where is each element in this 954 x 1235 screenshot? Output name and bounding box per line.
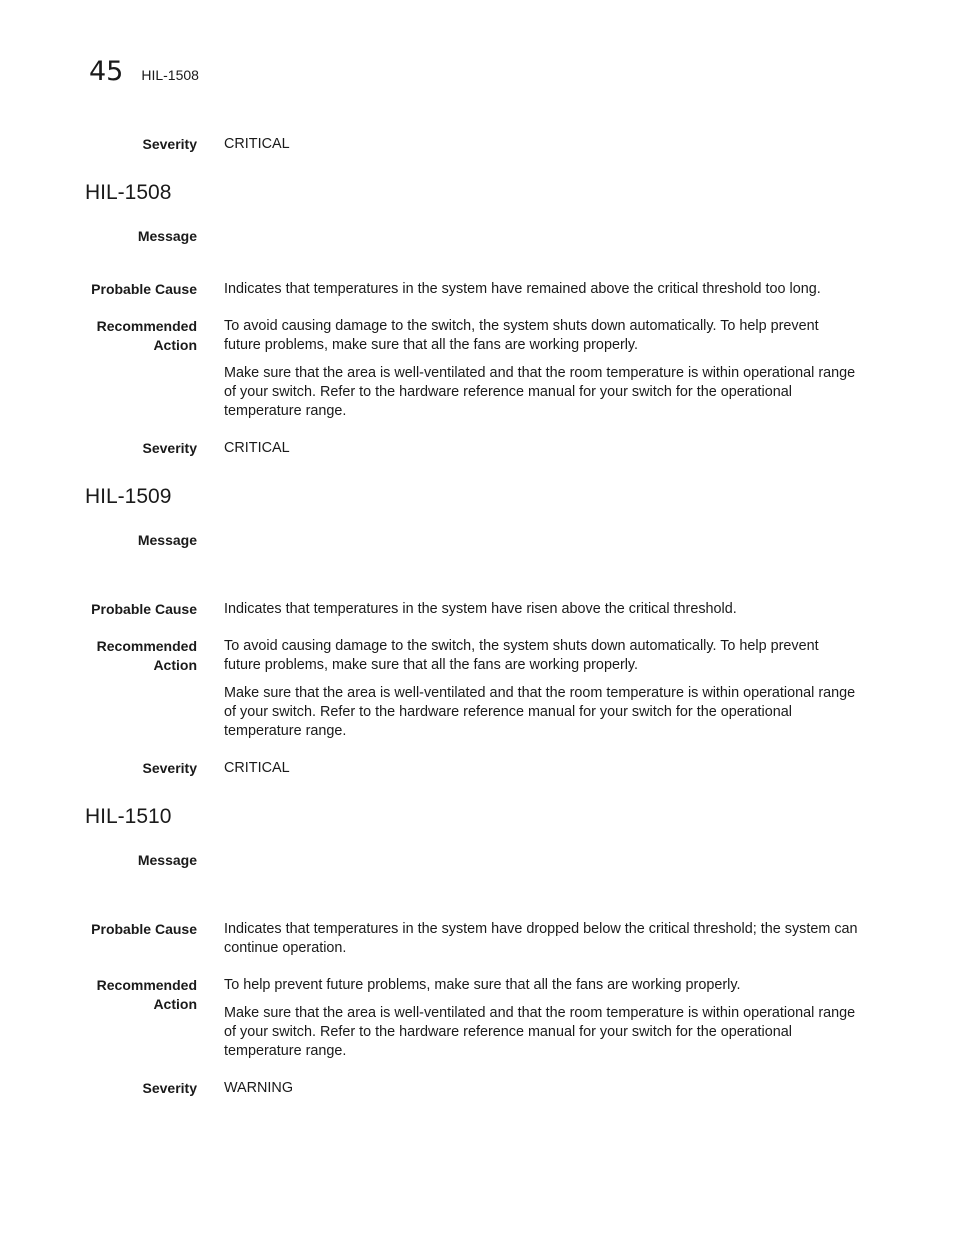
- section-title-hil-1510: HIL-1510: [85, 805, 172, 828]
- recommended-label-line2: Action: [153, 657, 197, 673]
- probable-cause-label: Probable Cause: [91, 281, 197, 297]
- action-paragraph-2: Make sure that the area is well-ventilated and that the room temperature is within operational range of your switch. Refer to the hardware reference manual for your switch for the operational temperature range.: [224, 685, 856, 739]
- severity-value: CRITICAL: [224, 760, 290, 776]
- running-title: HIL-1508: [141, 67, 199, 83]
- recommended-label-line1: Recommended: [96, 318, 197, 334]
- probable-cause-label: Probable Cause: [91, 601, 197, 617]
- recommended-action-text: [224, 637, 859, 741]
- recommended-action-label: [67, 637, 197, 675]
- severity-value: WARNING: [224, 1080, 294, 1096]
- recommended-action-label: [67, 976, 197, 1014]
- recommended-label-line2: Action: [153, 337, 197, 353]
- severity-value: CRITICAL: [224, 440, 290, 456]
- action-paragraph-1: To avoid causing damage to the switch, the system shuts down automatically. To help prevent future problems, make sure that all the fans are working properly.: [224, 638, 819, 673]
- recommended-label-line2: Action: [153, 996, 197, 1012]
- chapter-number: 45: [89, 56, 124, 87]
- message-label: Message: [137, 228, 197, 244]
- recommended-label-line1: Recommended: [96, 977, 197, 993]
- message-label: Message: [137, 852, 197, 868]
- recommended-label-line1: Recommended: [96, 638, 197, 654]
- severity-label: Severity: [142, 1080, 197, 1096]
- recommended-action-text: [224, 976, 859, 1061]
- action-paragraph-1: To help prevent future problems, make sure that all the fans are working properly.: [224, 977, 741, 993]
- action-paragraph-1: To avoid causing damage to the switch, the system shuts down automatically. To help prevent future problems, make sure that all the fans are working properly.: [224, 318, 819, 353]
- section-title-hil-1509: HIL-1509: [85, 485, 172, 508]
- recommended-action-text: [224, 317, 859, 421]
- severity-label: Severity: [142, 760, 197, 776]
- probable-cause-text: Indicates that temperatures in the system have remained above the critical threshold too long.: [224, 281, 821, 297]
- recommended-action-label: [67, 317, 197, 355]
- severity-label: Severity: [142, 440, 197, 456]
- action-paragraph-2: Make sure that the area is well-ventilated and that the room temperature is within operational range of your switch. Refer to the hardware reference manual for your switch for the operational temperature range.: [224, 1005, 856, 1059]
- action-paragraph-2: Make sure that the area is well-ventilated and that the room temperature is within operational range of your switch. Refer to the hardware reference manual for your switch for the operational temperature range.: [224, 365, 856, 419]
- page-header: [89, 54, 199, 90]
- probable-cause-label: Probable Cause: [91, 921, 197, 937]
- severity-value: CRITICAL: [224, 136, 290, 152]
- message-label: Message: [137, 532, 197, 548]
- probable-cause-text: Indicates that temperatures in the system have dropped below the critical threshold; the system can continue operation.: [224, 921, 858, 956]
- section-title-hil-1508: HIL-1508: [85, 181, 172, 204]
- probable-cause-text: Indicates that temperatures in the system have risen above the critical threshold.: [224, 601, 737, 617]
- severity-label: Severity: [142, 136, 197, 152]
